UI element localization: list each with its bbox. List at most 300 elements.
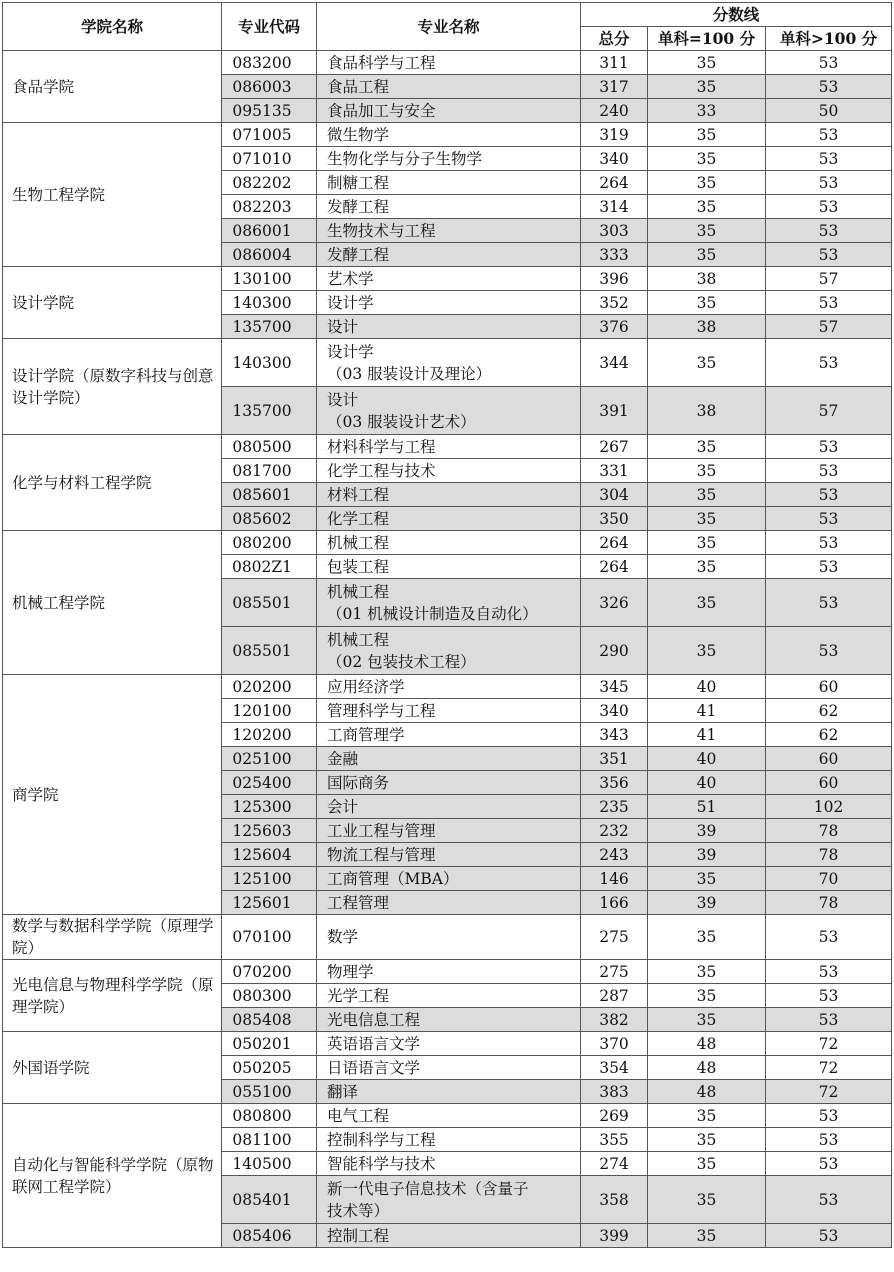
single-subject-100-score: 35: [648, 459, 766, 483]
single-subject-100-score: 40: [648, 747, 766, 771]
major-code: 085401: [222, 1176, 317, 1224]
major-code: 071010: [222, 147, 317, 171]
major-name-line: 管理科学与工程: [327, 701, 436, 720]
total-score: 326: [581, 579, 648, 627]
major-code: 081700: [222, 459, 317, 483]
table-row: [3, 675, 892, 699]
single-subject-100-score: 40: [648, 675, 766, 699]
major-name-line: 工商管理（MBA）: [327, 869, 459, 888]
total-score: 376: [581, 315, 648, 339]
single-subject-over-100-score: 53: [766, 579, 892, 627]
major-code: 085501: [222, 627, 317, 675]
major-name: [317, 843, 581, 867]
total-score: 146: [581, 867, 648, 891]
total-score: 267: [581, 435, 648, 459]
single-subject-over-100-score: 53: [766, 75, 892, 99]
major-code: 086004: [222, 243, 317, 267]
major-name: [317, 1104, 581, 1128]
single-subject-over-100-score: 57: [766, 267, 892, 291]
single-subject-100-score: 35: [648, 75, 766, 99]
major-code: 086001: [222, 219, 317, 243]
major-name-line: 制糖工程: [327, 173, 390, 192]
single-subject-over-100-score: 53: [766, 1008, 892, 1032]
major-name-line: （03 服装设计艺术）: [327, 412, 476, 431]
header-college: 学院名称: [3, 3, 222, 51]
major-name-line: 控制工程: [327, 1226, 390, 1245]
total-score: 275: [581, 960, 648, 984]
header-code: 专业代码: [222, 3, 317, 51]
major-name: [317, 459, 581, 483]
total-score: 243: [581, 843, 648, 867]
major-name-line: （03 服装设计及理论）: [327, 364, 492, 383]
major-name-line: 控制科学与工程: [327, 1130, 436, 1149]
total-score: 382: [581, 1008, 648, 1032]
total-score: 344: [581, 339, 648, 387]
major-name-line: （02 包装技术工程）: [327, 652, 476, 671]
total-score: 264: [581, 531, 648, 555]
single-subject-over-100-score: 53: [766, 915, 892, 960]
major-code: 070100: [222, 915, 317, 960]
major-name-line: 应用经济学: [327, 677, 405, 696]
total-score: 290: [581, 627, 648, 675]
major-code: 055100: [222, 1080, 317, 1104]
total-score: 396: [581, 267, 648, 291]
single-subject-100-score: 35: [648, 219, 766, 243]
college-name: 设计学院（原数字科技与创意设计学院）: [3, 339, 222, 435]
total-score: 311: [581, 51, 648, 75]
total-score: 235: [581, 795, 648, 819]
single-subject-over-100-score: 53: [766, 51, 892, 75]
single-subject-over-100-score: 72: [766, 1056, 892, 1080]
major-name: [317, 339, 581, 387]
total-score: 370: [581, 1032, 648, 1056]
header-score-line: 分数线: [581, 3, 892, 27]
single-subject-over-100-score: 53: [766, 984, 892, 1008]
total-score: 358: [581, 1176, 648, 1224]
single-subject-over-100-score: 60: [766, 771, 892, 795]
major-code: 135700: [222, 387, 317, 435]
major-name: [317, 387, 581, 435]
major-code: 125601: [222, 891, 317, 915]
major-name-line: 食品工程: [327, 77, 390, 96]
major-code: 125300: [222, 795, 317, 819]
table-row: [3, 960, 892, 984]
total-score: 317: [581, 75, 648, 99]
single-subject-over-100-score: 78: [766, 843, 892, 867]
single-subject-100-score: 35: [648, 1176, 766, 1224]
single-subject-100-score: 35: [648, 195, 766, 219]
total-score: 333: [581, 243, 648, 267]
header-row-1: [3, 3, 892, 27]
major-name: [317, 171, 581, 195]
total-score: 303: [581, 219, 648, 243]
major-name: [317, 627, 581, 675]
major-name-line: 机械工程: [327, 582, 390, 601]
major-code: 140500: [222, 1152, 317, 1176]
major-name-line: 翻译: [327, 1082, 359, 1101]
single-subject-over-100-score: 53: [766, 483, 892, 507]
major-name: [317, 1032, 581, 1056]
single-subject-over-100-score: 53: [766, 1128, 892, 1152]
major-name: [317, 723, 581, 747]
single-subject-100-score: 51: [648, 795, 766, 819]
single-subject-over-100-score: 60: [766, 747, 892, 771]
single-subject-100-score: 35: [648, 867, 766, 891]
major-name-line: 工商管理学: [327, 725, 405, 744]
major-name: [317, 1176, 581, 1224]
major-code: 070200: [222, 960, 317, 984]
major-code: 0802Z1: [222, 555, 317, 579]
major-code: 130100: [222, 267, 317, 291]
single-subject-over-100-score: 78: [766, 891, 892, 915]
major-name-line: 生物技术与工程: [327, 221, 436, 240]
major-name: [317, 891, 581, 915]
major-name: [317, 51, 581, 75]
major-name: [317, 1128, 581, 1152]
table-body: [3, 51, 892, 1248]
header-single-gt-100: 单科>100 分: [766, 27, 892, 51]
major-name-line: 技术等）: [327, 1201, 390, 1220]
single-subject-over-100-score: 72: [766, 1032, 892, 1056]
major-code: 085602: [222, 507, 317, 531]
college-name: 化学与材料工程学院: [3, 435, 222, 531]
table-row: [3, 123, 892, 147]
table-row: [3, 51, 892, 75]
major-code: 081100: [222, 1128, 317, 1152]
single-subject-100-score: 35: [648, 555, 766, 579]
major-name-line: （01 机械设计制造及自动化）: [327, 604, 538, 623]
major-name-line: 化学工程: [327, 509, 390, 528]
major-name-line: 物流工程与管理: [327, 845, 436, 864]
total-score: 274: [581, 1152, 648, 1176]
single-subject-100-score: 35: [648, 339, 766, 387]
college-name: 商学院: [3, 675, 222, 915]
single-subject-100-score: 35: [648, 627, 766, 675]
total-score: 391: [581, 387, 648, 435]
total-score: 166: [581, 891, 648, 915]
single-subject-100-score: 35: [648, 915, 766, 960]
major-name: [317, 99, 581, 123]
college-name: 自动化与智能科学学院（原物联网工程学院）: [3, 1104, 222, 1248]
single-subject-100-score: 48: [648, 1080, 766, 1104]
major-code: 080800: [222, 1104, 317, 1128]
single-subject-over-100-score: 53: [766, 531, 892, 555]
major-name: [317, 195, 581, 219]
single-subject-over-100-score: 57: [766, 387, 892, 435]
major-code: 120100: [222, 699, 317, 723]
major-name: [317, 675, 581, 699]
major-name: [317, 243, 581, 267]
single-subject-over-100-score: 102: [766, 795, 892, 819]
major-name: [317, 1224, 581, 1248]
single-subject-over-100-score: 53: [766, 507, 892, 531]
major-name-line: 工程管理: [327, 893, 390, 912]
total-score: 354: [581, 1056, 648, 1080]
single-subject-over-100-score: 53: [766, 219, 892, 243]
single-subject-100-score: 48: [648, 1056, 766, 1080]
single-subject-over-100-score: 53: [766, 1176, 892, 1224]
major-name-line: 设计: [327, 317, 359, 336]
single-subject-100-score: 35: [648, 1128, 766, 1152]
single-subject-over-100-score: 62: [766, 699, 892, 723]
single-subject-100-score: 35: [648, 1008, 766, 1032]
major-name: [317, 960, 581, 984]
major-name-line: 日语语言文学: [327, 1058, 421, 1077]
major-name-line: 光学工程: [327, 986, 390, 1005]
single-subject-100-score: 38: [648, 267, 766, 291]
single-subject-100-score: 33: [648, 99, 766, 123]
major-code: 080200: [222, 531, 317, 555]
table-row: [3, 267, 892, 291]
major-name: [317, 1008, 581, 1032]
major-name: [317, 579, 581, 627]
single-subject-over-100-score: 53: [766, 147, 892, 171]
total-score: 399: [581, 1224, 648, 1248]
major-name: [317, 483, 581, 507]
single-subject-over-100-score: 53: [766, 1104, 892, 1128]
total-score: 269: [581, 1104, 648, 1128]
single-subject-over-100-score: 53: [766, 123, 892, 147]
single-subject-over-100-score: 53: [766, 195, 892, 219]
single-subject-over-100-score: 50: [766, 99, 892, 123]
table-row: [3, 1104, 892, 1128]
single-subject-100-score: 35: [648, 960, 766, 984]
major-code: 050201: [222, 1032, 317, 1056]
major-code: 082202: [222, 171, 317, 195]
major-name: [317, 795, 581, 819]
major-name-line: 材料科学与工程: [327, 437, 436, 456]
major-name-line: 发酵工程: [327, 197, 390, 216]
major-name-line: 光电信息工程: [327, 1010, 421, 1029]
major-name-line: 会计: [327, 797, 359, 816]
table-row: [3, 531, 892, 555]
major-name-line: 设计学: [327, 342, 374, 361]
single-subject-100-score: 40: [648, 771, 766, 795]
college-name: 外国语学院: [3, 1032, 222, 1104]
single-subject-100-score: 35: [648, 291, 766, 315]
major-name-line: 生物化学与分子生物学: [327, 149, 483, 168]
table-row: [3, 915, 892, 960]
score-table: [2, 2, 892, 1248]
total-score: 343: [581, 723, 648, 747]
major-name: [317, 267, 581, 291]
major-name-line: 机械工程: [327, 630, 390, 649]
major-name-line: 国际商务: [327, 773, 390, 792]
single-subject-over-100-score: 62: [766, 723, 892, 747]
major-name: [317, 699, 581, 723]
total-score: 356: [581, 771, 648, 795]
major-name: [317, 147, 581, 171]
major-name: [317, 1080, 581, 1104]
major-name-line: 数学: [327, 928, 359, 946]
major-name: [317, 915, 581, 960]
major-code: 082203: [222, 195, 317, 219]
total-score: 340: [581, 699, 648, 723]
major-code: 071005: [222, 123, 317, 147]
single-subject-100-score: 35: [648, 984, 766, 1008]
major-code: 125603: [222, 819, 317, 843]
major-code: 086003: [222, 75, 317, 99]
major-name: [317, 507, 581, 531]
major-name: [317, 435, 581, 459]
major-code: 025100: [222, 747, 317, 771]
single-subject-100-score: 41: [648, 699, 766, 723]
major-code: 085501: [222, 579, 317, 627]
single-subject-over-100-score: 70: [766, 867, 892, 891]
major-name-line: 智能科学与技术: [327, 1154, 436, 1173]
major-code: 083200: [222, 51, 317, 75]
major-code: 125604: [222, 843, 317, 867]
major-code: 050205: [222, 1056, 317, 1080]
major-code: 140300: [222, 339, 317, 387]
single-subject-100-score: 35: [648, 579, 766, 627]
total-score: 340: [581, 147, 648, 171]
major-name: [317, 555, 581, 579]
single-subject-over-100-score: 53: [766, 960, 892, 984]
single-subject-100-score: 39: [648, 843, 766, 867]
single-subject-100-score: 35: [648, 147, 766, 171]
major-code: 085406: [222, 1224, 317, 1248]
single-subject-100-score: 35: [648, 51, 766, 75]
single-subject-over-100-score: 78: [766, 819, 892, 843]
major-name: [317, 219, 581, 243]
single-subject-over-100-score: 53: [766, 1224, 892, 1248]
major-code: 020200: [222, 675, 317, 699]
major-code: 085408: [222, 1008, 317, 1032]
major-name: [317, 747, 581, 771]
total-score: 355: [581, 1128, 648, 1152]
single-subject-100-score: 35: [648, 435, 766, 459]
total-score: 383: [581, 1080, 648, 1104]
major-name: [317, 771, 581, 795]
total-score: 264: [581, 555, 648, 579]
major-name-line: 化学工程与技术: [327, 461, 436, 480]
total-score: 304: [581, 483, 648, 507]
major-code: 085601: [222, 483, 317, 507]
single-subject-over-100-score: 53: [766, 243, 892, 267]
total-score: 351: [581, 747, 648, 771]
major-name-line: 发酵工程: [327, 245, 390, 264]
single-subject-100-score: 41: [648, 723, 766, 747]
college-name: 设计学院: [3, 267, 222, 339]
major-name: [317, 867, 581, 891]
single-subject-over-100-score: 53: [766, 171, 892, 195]
major-code: 120200: [222, 723, 317, 747]
major-name-line: 新一代电子信息技术（含量子: [327, 1179, 529, 1198]
major-name: [317, 531, 581, 555]
major-name: [317, 291, 581, 315]
total-score: 352: [581, 291, 648, 315]
total-score: 264: [581, 171, 648, 195]
major-name-line: 金融: [327, 749, 359, 768]
college-name: 数学与数据科学学院（原理学院）: [3, 915, 222, 960]
major-name: [317, 1056, 581, 1080]
major-code: 080500: [222, 435, 317, 459]
table-row: [3, 339, 892, 387]
table-row: [3, 1032, 892, 1056]
single-subject-over-100-score: 53: [766, 627, 892, 675]
single-subject-100-score: 35: [648, 1224, 766, 1248]
major-name-line: 设计: [327, 390, 359, 409]
total-score: 314: [581, 195, 648, 219]
major-name-line: 工业工程与管理: [327, 821, 436, 840]
major-name-line: 食品加工与安全: [327, 101, 436, 120]
single-subject-100-score: 35: [648, 531, 766, 555]
single-subject-100-score: 35: [648, 483, 766, 507]
total-score: 345: [581, 675, 648, 699]
total-score: 331: [581, 459, 648, 483]
major-name-line: 英语语言文学: [327, 1034, 421, 1053]
major-name: [317, 819, 581, 843]
major-code: 140300: [222, 291, 317, 315]
single-subject-100-score: 35: [648, 171, 766, 195]
major-name-line: 微生物学: [327, 125, 390, 144]
single-subject-100-score: 38: [648, 315, 766, 339]
major-name: [317, 123, 581, 147]
major-code: 025400: [222, 771, 317, 795]
header-total: 总分: [581, 27, 648, 51]
major-code: 095135: [222, 99, 317, 123]
college-name: 食品学院: [3, 51, 222, 123]
single-subject-100-score: 35: [648, 123, 766, 147]
major-name: [317, 315, 581, 339]
major-name: [317, 75, 581, 99]
single-subject-100-score: 35: [648, 507, 766, 531]
single-subject-100-score: 35: [648, 1104, 766, 1128]
header-single-eq-100: 单科=100 分: [648, 27, 766, 51]
total-score: 287: [581, 984, 648, 1008]
single-subject-100-score: 39: [648, 891, 766, 915]
single-subject-100-score: 48: [648, 1032, 766, 1056]
college-name: 生物工程学院: [3, 123, 222, 267]
major-name-line: 食品科学与工程: [327, 53, 436, 72]
major-code: 080300: [222, 984, 317, 1008]
major-code: 135700: [222, 315, 317, 339]
single-subject-over-100-score: 57: [766, 315, 892, 339]
total-score: 275: [581, 915, 648, 960]
single-subject-over-100-score: 53: [766, 435, 892, 459]
major-name-line: 机械工程: [327, 533, 390, 552]
total-score: 232: [581, 819, 648, 843]
single-subject-over-100-score: 60: [766, 675, 892, 699]
major-name: [317, 1152, 581, 1176]
single-subject-over-100-score: 53: [766, 339, 892, 387]
major-code: 125100: [222, 867, 317, 891]
single-subject-100-score: 35: [648, 243, 766, 267]
total-score: 240: [581, 99, 648, 123]
single-subject-over-100-score: 53: [766, 1152, 892, 1176]
major-name-line: 电气工程: [327, 1106, 390, 1125]
major-name-line: 材料工程: [327, 485, 390, 504]
single-subject-100-score: 39: [648, 819, 766, 843]
major-name-line: 物理学: [327, 962, 374, 981]
college-name: 光电信息与物理科学学院（原理学院）: [3, 960, 222, 1032]
single-subject-100-score: 38: [648, 387, 766, 435]
single-subject-over-100-score: 53: [766, 459, 892, 483]
single-subject-over-100-score: 72: [766, 1080, 892, 1104]
single-subject-100-score: 35: [648, 1152, 766, 1176]
major-name-line: 艺术学: [327, 269, 374, 288]
header-major: 专业名称: [317, 3, 581, 51]
major-name-line: 设计学: [327, 293, 374, 312]
single-subject-over-100-score: 53: [766, 291, 892, 315]
table-row: [3, 435, 892, 459]
major-name: [317, 984, 581, 1008]
total-score: 350: [581, 507, 648, 531]
total-score: 319: [581, 123, 648, 147]
major-name-line: 包装工程: [327, 557, 390, 576]
college-name: 机械工程学院: [3, 531, 222, 675]
